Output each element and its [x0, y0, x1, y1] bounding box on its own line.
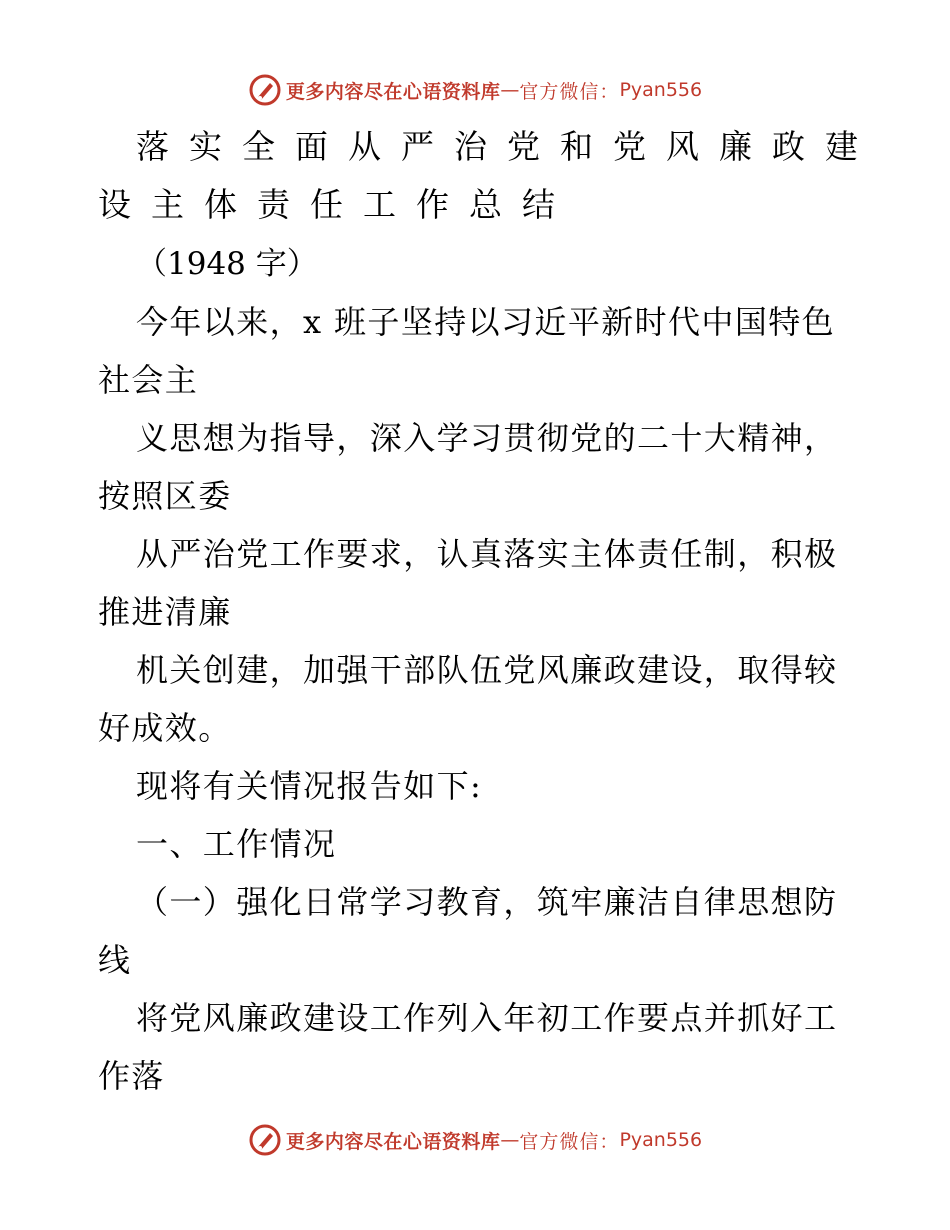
text-line: 现将有关情况报告如下:: [136, 767, 483, 805]
watermark-secondary-text: 官方微信：: [519, 1130, 620, 1153]
footer-watermark: [0, 1120, 950, 1160]
header-watermark: [0, 70, 950, 110]
word-count: （1948 字）: [136, 246, 318, 282]
subsection-heading: （一）强化日常学习教育，筑牢廉洁自律思想防: [136, 883, 838, 921]
pen-nib-circle-icon: [248, 73, 282, 107]
watermark-primary-text: 更多内容尽在心语资料库: [285, 80, 501, 103]
watermark-account: Pyan556: [619, 79, 703, 101]
text-line: 从严治党工作要求，认真落实主体责任制，积极: [136, 535, 838, 573]
watermark-separator: —: [500, 1129, 520, 1151]
text-line: 社会主: [98, 361, 199, 399]
text-line: 作落: [98, 1057, 165, 1095]
body-text: [98, 293, 858, 1105]
section-heading: 一、工作情况: [136, 825, 337, 863]
watermark-secondary-text: 官方微信：: [519, 80, 620, 103]
text-line: 机关创建，加强干部队伍党风廉政建设，取得较: [136, 651, 838, 689]
document-title-line-1: 落实全面从严治党和党风廉政建: [136, 127, 878, 166]
watermark-separator: —: [500, 79, 520, 101]
text-line: 按照区委: [98, 477, 232, 515]
pen-nib-circle-icon: [248, 1123, 282, 1157]
document-body: [98, 118, 878, 1105]
text-line: 义思想为指导，深入学习贯彻党的二十大精神，: [136, 419, 838, 457]
text-line: 今年以来，x 班子坚持以习近平新时代中国特色: [136, 303, 836, 341]
text-line: 推进清廉: [98, 593, 232, 631]
text-line: 将党风廉政建设工作列入年初工作要点并抓好工: [136, 999, 838, 1037]
text-line: 线: [98, 941, 132, 979]
watermark-primary-text: 更多内容尽在心语资料库: [285, 1130, 501, 1153]
text-line: 好成效。: [98, 709, 232, 747]
document-title-line-2: 设主体责任工作总结: [98, 185, 575, 224]
watermark-account: Pyan556: [619, 1129, 703, 1151]
